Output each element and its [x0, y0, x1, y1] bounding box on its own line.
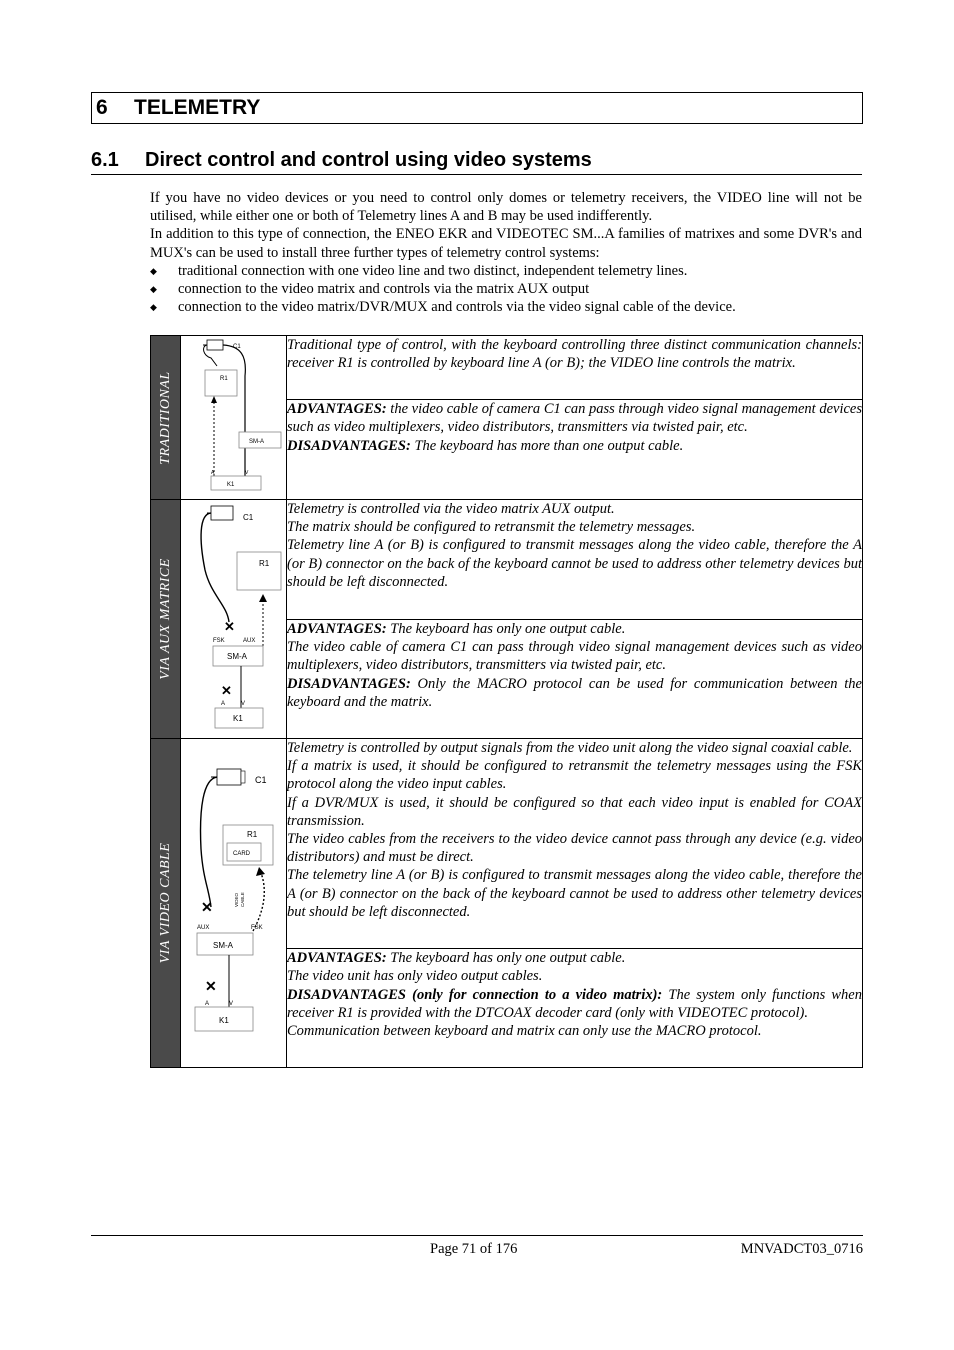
- label-r1: R1: [220, 376, 228, 382]
- disadvantages-text: The keyboard has more than one output cable.: [410, 437, 684, 454]
- svg-text:✕: ✕: [201, 899, 213, 915]
- label-r1: R1: [247, 830, 258, 839]
- table-row: [151, 500, 863, 620]
- diagram-traditional: [181, 336, 287, 500]
- diagram-video-cable: [181, 739, 287, 1068]
- label-k1: K1: [219, 1016, 229, 1025]
- label-cable: CABLE: [240, 892, 245, 907]
- side-label-text: VIA VIDEO CABLE: [157, 842, 173, 964]
- disadvantages-text: Communication between keyboard and matrix can only use the MACRO protocol.: [287, 1023, 762, 1039]
- description-text: Telemetry is controlled by output signals from the video unit along the video signal coaxial cable.: [287, 740, 853, 756]
- label-r1: R1: [259, 559, 270, 568]
- traditional-description: [287, 336, 863, 400]
- label-fsk: FSK: [213, 638, 225, 644]
- row-side-label: [151, 500, 181, 739]
- label-video: VIDEO: [234, 892, 239, 907]
- disadvantages-label: DISADVANTAGES:: [287, 675, 411, 692]
- aux-matrice-description: [287, 500, 863, 620]
- description-text: Telemetry is controlled via the video matrix AUX output.: [287, 501, 615, 517]
- advantages-text: The video cable of camera C1 can pass through video signal management devices such as video multiplexers, video distributors, transmitters via twisted pair, etc.: [287, 639, 862, 674]
- label-k1: K1: [227, 482, 235, 488]
- section-heading: [91, 146, 862, 175]
- video-cable-diagram-svg: [181, 739, 285, 1062]
- side-label-text: VIA AUX MATRICE: [157, 558, 173, 680]
- advantages-text: The keyboard has only one output cable.: [386, 621, 626, 637]
- section-number: 6.1: [91, 149, 119, 171]
- label-v: V: [241, 701, 246, 707]
- bullet-item: ◆ connection to the video matrix/DVR/MUX and controls via the video signal cable of the device.: [150, 298, 862, 316]
- bullet-item: ◆ traditional connection with one video line and two distinct, independent telemetry lines.: [150, 262, 862, 280]
- table-row: [151, 336, 863, 400]
- advantages-label: ADVANTAGES:: [287, 621, 387, 637]
- description-text: Traditional type of control, with the keyboard controlling three distinct communication channels: receiver R1 is controlled by keyboard line A (or B); the VIDEO line controls the matrix.: [287, 337, 862, 372]
- side-label-text: TRADITIONAL: [157, 370, 173, 465]
- aux-matrice-advantages: [287, 620, 863, 739]
- chapter-title: TELEMETRY: [134, 96, 261, 119]
- description-text: The matrix should be configured to retransmit the telemetry messages.: [287, 519, 696, 536]
- svg-text:✕: ✕: [221, 683, 232, 698]
- footer-divider: [91, 1235, 863, 1236]
- diagram-aux-matrice: [181, 500, 287, 739]
- label-aux: AUX: [243, 638, 256, 644]
- advantages-label: ADVANTAGES:: [287, 950, 387, 967]
- label-k1: K1: [233, 714, 243, 723]
- label-c1: C1: [255, 775, 267, 785]
- bullet-item: ◆ connection to the video matrix and controls via the matrix AUX output: [150, 280, 862, 298]
- traditional-diagram-svg: [181, 336, 285, 494]
- label-card: CARD: [233, 851, 251, 857]
- label-v: V: [229, 1001, 234, 1007]
- section-title: Direct control and control using video systems: [145, 149, 592, 171]
- description-text: The telemetry line A (or B) is configured to transmit messages along the video cable, therefore the A (or B) connector on the back of the keyboard cannot be used to address other telemetry devices but should be left disconnected.: [287, 867, 862, 920]
- advantages-text: The keyboard has only one output cable.: [386, 950, 626, 967]
- table-row: [151, 739, 863, 949]
- video-cable-advantages: [287, 949, 863, 1068]
- page-number: Page 71 of 176: [430, 1241, 518, 1257]
- label-a: A: [205, 1001, 210, 1007]
- telemetry-table: [150, 335, 863, 1068]
- svg-text:✕: ✕: [224, 619, 235, 634]
- disadvantages-label: DISADVANTAGES:: [287, 437, 411, 454]
- description-text: Telemetry line A (or B) is configured to transmit messages along the video cable, therefore the A (or B) connector on the back of the keyboard cannot be used to address other telemetry devices but should be left disconnected.: [287, 537, 862, 590]
- label-v: V: [245, 470, 249, 476]
- intro-paragraph-1: If you have no video devices or you need to control only domes or telemetry receivers, the VIDEO line will not be utilised, while either one or both of Telemetry lines A and B may be used indifferently.: [150, 190, 862, 225]
- label-a: A: [211, 470, 215, 476]
- advantages-text: the video cable of camera C1 can pass through video signal management devices such as video multiplexers, video distributors, transmitters via twisted pair, etc.: [287, 401, 862, 436]
- label-sma: SM-A: [227, 652, 247, 661]
- advantages-label: ADVANTAGES:: [287, 401, 387, 418]
- intro-text: [150, 189, 862, 262]
- svg-text:✕: ✕: [205, 978, 217, 994]
- chapter-number: 6: [96, 96, 108, 119]
- label-sma: SM-A: [213, 941, 233, 950]
- bullet-list: [150, 262, 862, 317]
- aux-matrice-diagram-svg: [181, 500, 285, 733]
- description-text: If a DVR/MUX is used, it should be configured so that each video input is enabled for COAX transmission.: [287, 794, 862, 829]
- document-code: MNVADCT03_0716: [740, 1241, 863, 1257]
- description-text: The video cables from the receivers to the video device cannot pass through any device (e.g. video distributors) and must be direct.: [287, 831, 862, 866]
- chapter-heading: [91, 92, 863, 124]
- row-side-label: [151, 739, 181, 1068]
- disadvantages-label: DISADVANTAGES (only for connection to a video matrix):: [287, 986, 663, 1003]
- label-aux: AUX: [197, 925, 210, 931]
- advantages-text: The video unit has only video output cables.: [287, 968, 543, 985]
- traditional-advantages: [287, 400, 863, 500]
- description-text: If a matrix is used, it should be configured to retransmit the telemetry messages using the FSK protocol along the video input cables.: [287, 758, 862, 793]
- label-fsk: FSK: [251, 925, 263, 931]
- label-c1: C1: [233, 344, 241, 350]
- disadvantages-text: Only the MACRO protocol can be used for communication between the keyboard and the matrix.: [287, 675, 862, 710]
- label-c1: C1: [243, 513, 254, 522]
- video-cable-description: [287, 739, 863, 949]
- disadvantages-text: The system only functions when receiver R1 is provided with the DTCOAX decoder card (only with VIDEOTEC protocol).: [287, 986, 862, 1021]
- label-sma: SM-A: [249, 439, 264, 445]
- intro-paragraph-2: In addition to this type of connection, the ENEO EKR and VIDEOTEC SM...A families of matrixes and some DVR's and MUX's can be used to install three further types of telemetry control systems:: [150, 226, 862, 261]
- label-a: A: [221, 701, 226, 707]
- row-side-label: [151, 336, 181, 500]
